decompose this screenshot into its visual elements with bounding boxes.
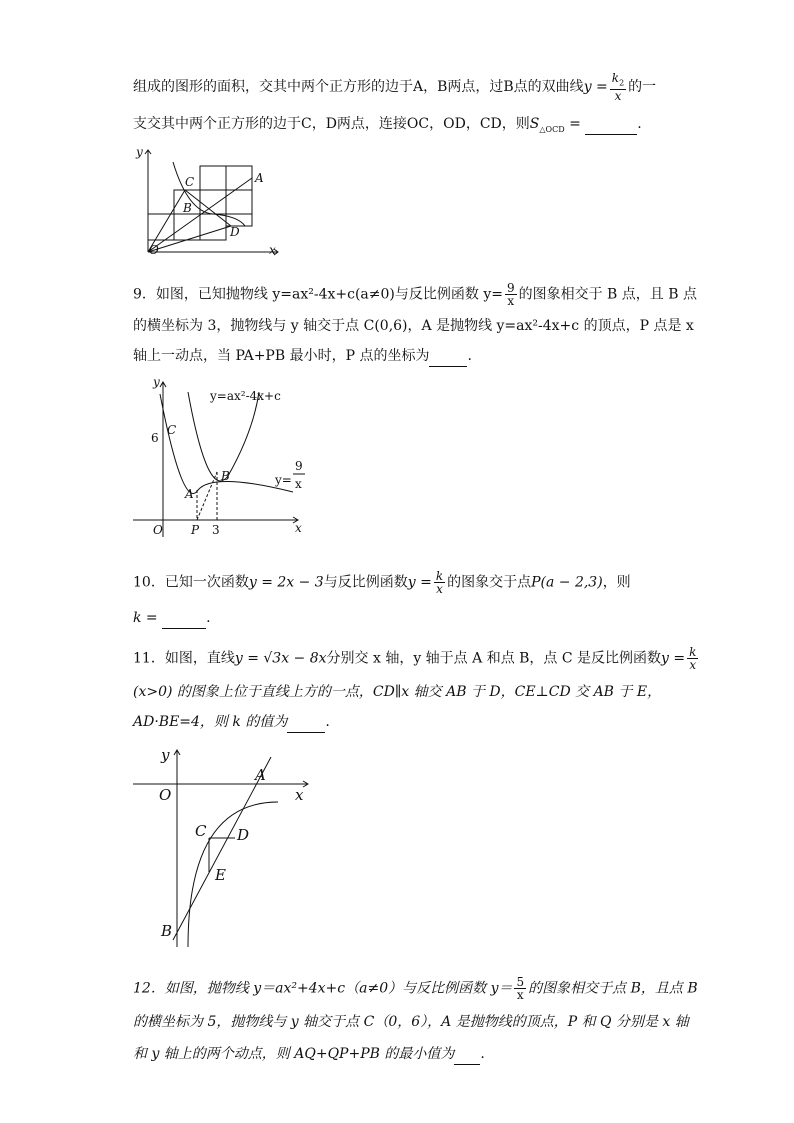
q11-label-E: E [215, 866, 226, 884]
q11-label-x: x [295, 786, 304, 804]
q11-label-O: O [159, 786, 172, 804]
q8-label-y: y [136, 145, 143, 159]
q9-label-P: P [191, 523, 200, 537]
q9-line-2: 的横坐标为 3，抛物线与 y 轴交于点 C(0,6)，A 是抛物线 y=ax²-4x+c 的顶点，P 点是 x [133, 318, 694, 334]
q12-line-2: 的横坐标为 5，抛物线与 y 轴交于点 C（0，6），A 是抛物线的顶点，P 和 Q 分别是 x 轴 [133, 1014, 689, 1030]
q9-label-hyp-num: 9 [295, 459, 303, 473]
q8-label-B: B [183, 201, 192, 215]
fraction-k2-over-x: $\frac{k_2}{x}$ [611, 71, 625, 104]
q12-line-1: 12．如图，抛物线 y＝ax²+4x+c（a≠0）与反比例函数 y＝ $\frac{5}{x}$ 的图象相交于点 B，且点 B [133, 975, 698, 1002]
figure-q8-squares [133, 142, 283, 257]
q9-line-1: 9．如图，已知抛物线 y=ax²-4x+c(a≠0)与反比例函数 y= $\frac{9}{x}$ 的图象相交于 B 点，且 B 点 [133, 281, 697, 308]
fraction-5-over-x: $\frac{5}{x}$ [516, 975, 525, 1002]
answer-blank-q12[interactable] [454, 1044, 480, 1065]
q9-label-x: x [295, 521, 302, 535]
q11-label-A: A [255, 766, 266, 784]
q9-label-A: A [185, 487, 194, 501]
q11-label-B: B [161, 922, 173, 940]
q9-label-hyp-y: y= [275, 473, 292, 487]
q9-label-3: 3 [212, 523, 220, 537]
answer-blank-q8[interactable] [585, 114, 637, 135]
q9-label-y: y [153, 375, 160, 389]
fraction-k-over-x-2: $\frac{k}{x}$ [689, 645, 697, 672]
q11-label-y: y [161, 746, 170, 764]
q9-label-O: O [153, 523, 163, 537]
q9-label-6: 6 [151, 431, 159, 445]
figure-q9-parabola-hyperbola [133, 372, 313, 547]
answer-blank-q10[interactable] [162, 608, 206, 629]
q8-line-2: 支交其中两个正方形的边于C，D两点，连接OC，OD，CD，则$S_{\triangle OCD}$ = . [133, 116, 642, 134]
q8-line-1: 组成的图形的面积，交其中两个正方形的边于A，B两点，过B点的双曲线y = $\frac{k_2}{x}$ 的一 [133, 71, 657, 104]
q11-line-2: (x>0) 的图象上位于直线上方的一点，CD∥x 轴交 AB 于 D，CE⊥CD 交 AB 于 E， [133, 684, 662, 700]
q11-label-D: D [237, 826, 250, 844]
q8-label-D: D [230, 225, 240, 239]
q10-line-2: k = . [133, 608, 211, 629]
q8-label-x: x [269, 243, 276, 257]
q8-label-O: O [149, 243, 159, 257]
q9-label-parabola: y=ax²-4x+c [210, 389, 281, 403]
q8-label-C: C [185, 175, 195, 189]
fraction-9-over-x: $\frac{9}{x}$ [506, 281, 515, 308]
q9-label-C: C [167, 423, 177, 437]
q8-label-A: A [255, 171, 264, 185]
q12-line-3: 和 y 轴上的两个动点，则 AQ+QP+PB 的最小值为 . [133, 1044, 485, 1065]
figure-q11-line-hyperbola [133, 742, 318, 952]
q10-line-1: 10．已知一次函数y = 2x − 3与反比例函数y = $\frac{k}{x}$ 的图象交于点P(a − 2,3)，则 [133, 569, 631, 596]
q9-line-3: 轴上一动点，当 PA+PB 最小时，P 点的坐标为 . [133, 346, 472, 367]
q11-label-C: C [195, 822, 207, 840]
answer-blank-q11[interactable] [287, 712, 325, 733]
q9-label-hyp-den: x [295, 477, 302, 491]
q11-line-3: AD·BE=4，则 k 的值为 . [133, 712, 330, 733]
fraction-k-over-x: $\frac{k}{x}$ [435, 569, 444, 596]
answer-blank-q9[interactable] [429, 346, 467, 367]
q9-label-B: B [221, 469, 230, 483]
q11-line-1: 11．如图，直线y = √3x − 8x分别交 x 轴，y 轴于点 A 和点 B，点 C 是反比例函数y = $\frac{k}{x}$ [133, 645, 697, 672]
